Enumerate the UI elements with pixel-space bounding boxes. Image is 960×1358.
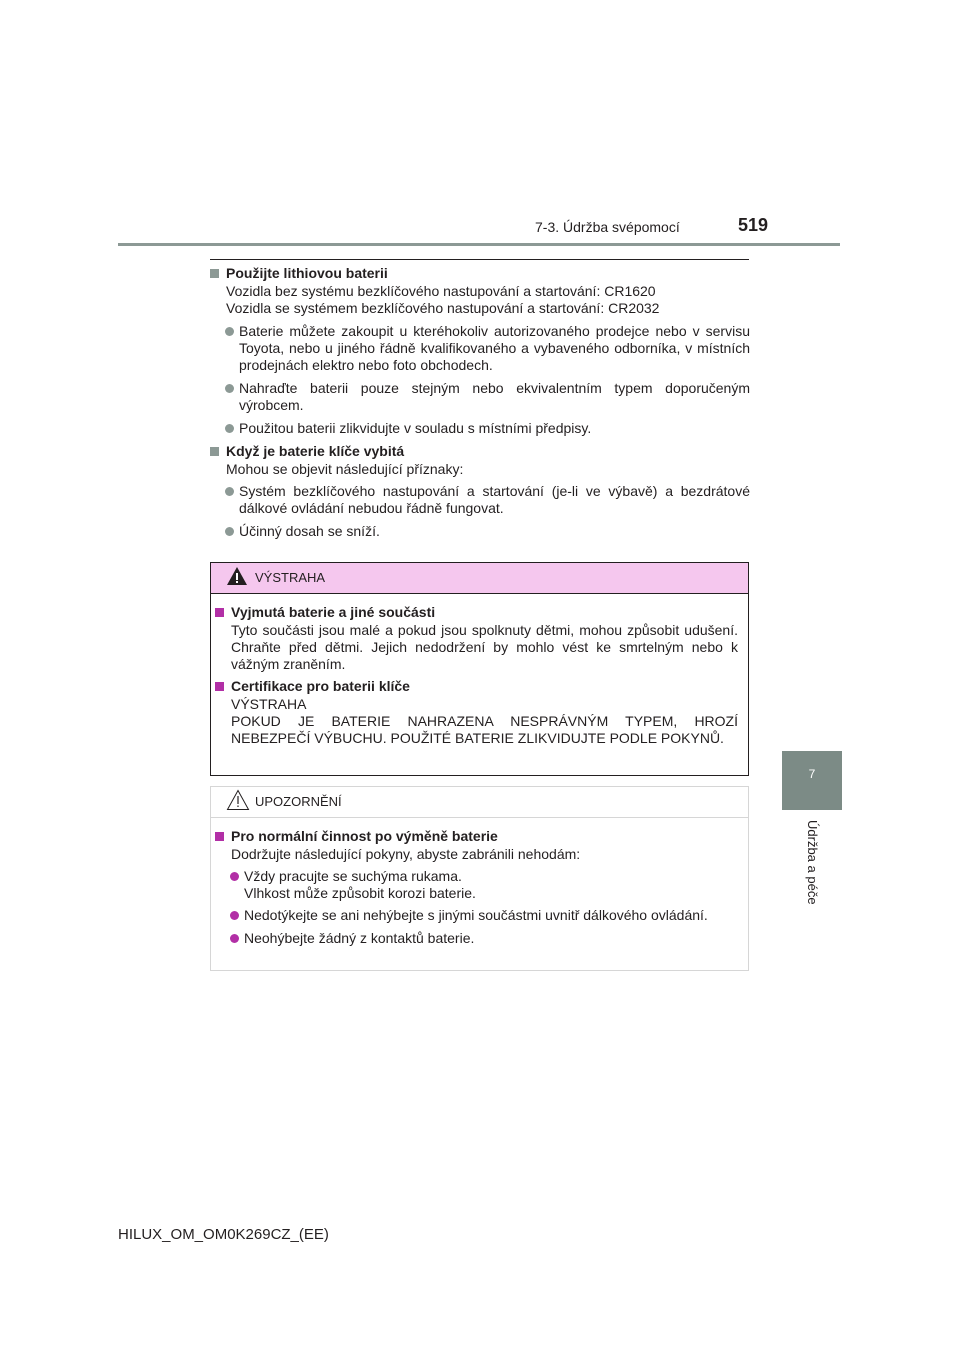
section-heading: Když je baterie klíče vybitá	[210, 443, 750, 460]
chapter-label: Údržba a péče	[805, 820, 820, 905]
caution-heading: Pro normální činnost po výměně baterie	[215, 828, 738, 845]
list-item: Nahraďte baterii pouze stejným nebo ekvivalentním typem doporučeným výrobcem.	[210, 380, 750, 414]
caution-triangle-icon	[226, 789, 250, 811]
warning-item-text: Tyto součásti jsou malé a pokud jsou spolknuty dětmi, mohou způsobit udušení. Chraňte před dětmi. Jejich nedodržení by mohlo vést ke smrtelným nebo k vážným zraněním.	[231, 622, 738, 672]
list-item: Použitou baterii zlikvidujte v souladu s místními předpisy.	[210, 420, 750, 437]
main-content	[210, 265, 750, 546]
warning-header	[211, 563, 748, 594]
warning-item-heading: Certifikace pro baterii klíče	[215, 678, 738, 695]
warning-item-text: POKUD JE BATERIE NAHRAZENA NESPRÁVNÝM TYPEM, HROZÍ NEBEZPEČÍ VÝBUCHU. POUŽITÉ BATERIE ZLIKVIDUJTE PODLE POKYNŮ.	[231, 713, 738, 746]
list-item: Baterie můžete zakoupit u kteréhokoliv autorizovaného prodejce nebo v servisu Toyota, nebo u jiného řádně kvalifikovaného a vybaveného odborníka, v místních prodejnách elektro nebo foto obchodech.	[210, 323, 750, 374]
round-bullet-icon	[225, 527, 234, 536]
warning-item-heading: Vyjmutá baterie a jiné součásti	[215, 604, 738, 621]
list-item: Nedotýkejte se ani nehýbejte s jinými součástmi uvnitř dálkového ovládání.	[215, 907, 738, 924]
chapter-label-vertical	[800, 820, 822, 930]
list-item: Vždy pracujte se suchýma rukama. Vlhkost může způsobit korozi baterie.	[215, 868, 738, 902]
round-bullet-icon	[230, 934, 239, 943]
round-bullet-icon	[225, 327, 234, 336]
caution-box	[210, 786, 749, 971]
caution-header	[211, 787, 748, 818]
section-line: Mohou se objevit následující příznaky:	[226, 461, 464, 477]
warning-box	[210, 562, 749, 776]
warning-item-label: VÝSTRAHA	[231, 696, 307, 712]
warning-title: VÝSTRAHA	[255, 570, 326, 585]
square-bullet-icon	[215, 832, 224, 841]
chapter-tab[interactable]	[782, 751, 842, 810]
round-bullet-icon	[225, 424, 234, 433]
warning-triangle-icon	[226, 566, 248, 586]
page-number: 519	[738, 215, 769, 235]
list-item: Účinný dosah se sníží.	[210, 523, 750, 540]
chapter-number: 7	[808, 767, 816, 781]
round-bullet-icon	[225, 384, 234, 393]
header-section-title: 7-3. Údržba svépomocí	[535, 219, 680, 235]
section-heading: Použijte lithiovou baterii	[210, 265, 750, 282]
list-item: Neohýbejte žádný z kontaktů baterie.	[215, 930, 738, 947]
caution-intro: Dodržujte následující pokyny, abyste zabránili nehodám:	[231, 846, 581, 862]
caution-title: UPOZORNĚNÍ	[255, 794, 342, 809]
square-bullet-icon	[210, 269, 219, 278]
round-bullet-icon	[230, 911, 239, 920]
square-bullet-icon	[210, 447, 219, 456]
round-bullet-icon	[230, 872, 239, 881]
square-bullet-icon	[215, 608, 224, 617]
content-top-rule	[210, 259, 749, 260]
round-bullet-icon	[225, 487, 234, 496]
square-bullet-icon	[215, 682, 224, 691]
list-item: Systém bezklíčového nastupování a startování (je-li ve výbavě) a bezdrátové dálkové ovládání nebudou řádně fungovat.	[210, 483, 750, 517]
header-rule	[118, 243, 840, 246]
section-line: Vozidla bez systému bezklíčového nastupování a startování: CR1620 Vozidla se systémem bezklíčového nastupování a startování: CR2032	[226, 283, 660, 316]
document-footer: HILUX_OM_OM0K269CZ_(EE)	[118, 1226, 329, 1243]
